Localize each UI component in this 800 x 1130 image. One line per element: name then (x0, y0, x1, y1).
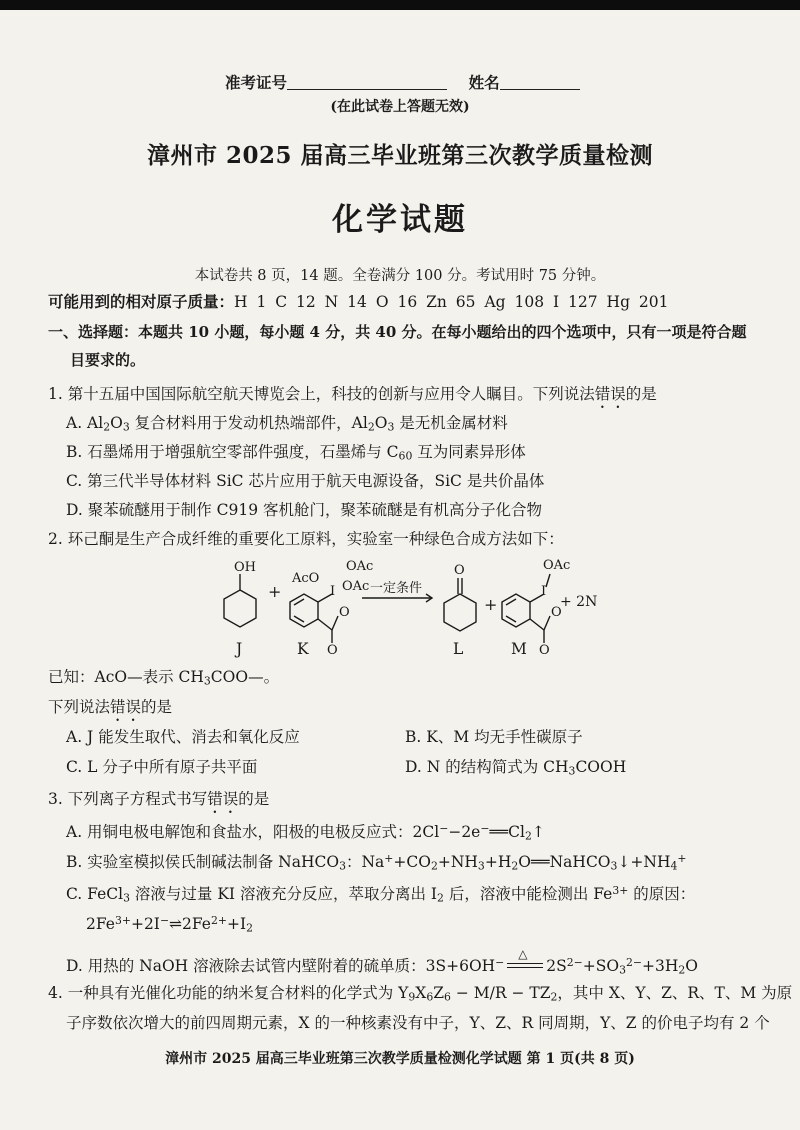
q3-c-eq: ⇌2Fe (169, 914, 211, 933)
q3-c-eq: +2I (130, 914, 160, 933)
q3-c-eq-sup: 2+ (210, 914, 227, 927)
invalid-notice: (在此试卷上答题无效) (330, 99, 470, 115)
q3-b-sup: + (677, 852, 687, 865)
q4-stem-line2: 子序数依次增大的前四周期元素，X 的一种核素没有中子，Y、Z、R 同周期，Y、Z 的价电子均有 2 个 (66, 1014, 770, 1032)
benzene-ring-k (290, 594, 318, 627)
q3-d-text: 2S (546, 956, 567, 975)
q3-a-sup: − (439, 822, 449, 835)
q3-c-sup: 3+ (612, 884, 629, 897)
q3-option-c[interactable]: C. FeCl$_3$ 溶液与过量 KI 溶液充分反应，萃取分离出 $I_2$ 后，溶液中能检测出 $Fe^{3+}$ 的原因： (66, 884, 696, 905)
q3-d-text: +3H (641, 956, 679, 975)
aco-label: AcO (292, 571, 320, 586)
q4-text: 4. 一种具有光催化功能的纳米复合材料的化学式为 Y (48, 984, 409, 1002)
q3-c-text: 溶液与过量 KI 溶液充分反应，萃取分离出 I (129, 884, 438, 903)
reaction-condition: 一定条件 (370, 581, 423, 596)
oxygen-label: O (327, 643, 338, 658)
q1-option-d[interactable]: D. 聚苯硫醚用于制作 C919 客机舱门，聚苯硫醚是有机高分子化合物 (66, 501, 543, 519)
q3-b-text: +H (484, 852, 512, 871)
heat-arrow (504, 946, 546, 977)
q3-c-eq-sup: − (159, 914, 170, 927)
q3-d-sup: 2− (566, 956, 583, 969)
ketone-oxygen: O (454, 563, 465, 578)
q4-sub: 6 (426, 990, 434, 1004)
q4-text: ，其中 X、Y、Z、R、T、M 为原 (557, 984, 793, 1002)
q1-b-sub: 60 (398, 449, 413, 463)
q3-a-text: ↑ (531, 822, 545, 841)
q3-c-eq: +I (226, 914, 247, 933)
exam-title: 漳州市 2025 届高三毕业班第三次教学质量检测 (146, 142, 654, 169)
q3-a-text: ══Cl (489, 822, 525, 841)
q1-a-text: O (374, 414, 388, 432)
q1-option-a[interactable]: A. $Al_2O_3$ 复合材料用于发动机热端部件，$Al_2O_3$ 是无机金属材料 (66, 414, 508, 434)
section-heading-line2: 目要求的。 (70, 351, 146, 369)
q2-option-b[interactable]: B. K、M 均无手性碳原子 (405, 728, 583, 746)
admission-label: 准考证号 (225, 73, 288, 92)
q1-stem-end: 的是 (625, 385, 657, 403)
oac-label: OAc (342, 579, 370, 594)
q3-d-sup: 2− (625, 956, 642, 969)
q1-a-text: A. Al (66, 414, 104, 432)
byproduct-label: + 2N (560, 594, 598, 610)
q4-sub: 2 (550, 990, 558, 1004)
q3-c-text: 的原因： (628, 884, 696, 903)
iodine-label: I (541, 584, 547, 599)
q2-ask-text: 下列说法 (48, 698, 111, 716)
q3-a-text: A. 用铜电极电解饱和食盐水，阳极的电极反应式：2Cl (66, 822, 440, 841)
page-footer: 漳州市 2025 届高三毕业班第三次教学质量检测化学试题 第 1 页(共 8 页) (165, 1051, 635, 1067)
benzene-ring-m (502, 594, 530, 627)
q3-c-text: C. FeCl (66, 884, 124, 903)
q1-a-text: 是无机金属材料 (394, 414, 508, 432)
q3-c-text: 后，溶液中能检测出 Fe (443, 884, 613, 903)
q4-text: X (415, 984, 427, 1002)
q2-known-text: COO—。 (210, 668, 280, 686)
q3-option-c-equation: $2Fe^{3+}+2I^-\rightleftharpoons 2Fe^{2+}+I_2$ (86, 914, 253, 935)
q1-stem-text: 1. 第十五届中国国际航空航天博览会上，科技的创新与应用令人瞩目。下列说法 (48, 385, 595, 403)
q3-stem-end: 的是 (238, 790, 270, 808)
oac-label: OAc (346, 559, 374, 574)
atomic-mass-line (48, 291, 669, 313)
q2-known: 已知：AcO—表示 $CH_3COO—$。 (48, 668, 280, 688)
q3-a-sup: − (480, 822, 490, 835)
iodine-label: I (330, 584, 336, 599)
q2-ask-end: 的是 (141, 698, 173, 716)
subject-title: 化学试题 (332, 202, 468, 238)
q3-d-text: O (685, 956, 698, 975)
q1-stem (48, 383, 657, 412)
q3-d-sup: − (495, 956, 505, 969)
hydroxyl-label: OH (234, 560, 256, 575)
q3-stem (48, 788, 269, 817)
q3-b-text: ↓+NH (617, 852, 671, 871)
q1-option-c[interactable]: C. 第三代半导体材料 SiC 芯片应用于航天电源设备，SiC 是共价晶体 (66, 472, 545, 490)
q3-option-a[interactable]: A. 用铜电极电解饱和食盐水，阳极的电极反应式：$2Cl^--2e^-══Cl_2↑$ (66, 822, 545, 843)
cyclohexane-ring-j (224, 590, 256, 627)
q3-b-text: +CO (393, 852, 431, 871)
q2-ask (48, 696, 172, 725)
q1-b-text: B. 石墨烯用于增强航空零部件强度，石墨烯与 C (66, 443, 399, 461)
q3-d-text: D. 用热的 NaOH 溶液除去试管内壁附着的硫单质：3S+6OH (66, 956, 496, 975)
reaction-scheme (200, 550, 620, 660)
q3-a-text: −2e (448, 822, 481, 841)
q3-option-d[interactable]: D. 用热的 NaOH 溶液除去试管内壁附着的硫单质：3S+6OH− △ $2S^{2-}+SO_3^{2-}+3H_2O$ (66, 952, 698, 982)
compound-label-j: J (236, 640, 243, 658)
q4-text: Z (433, 984, 445, 1002)
q3-c-eq-sup: 3+ (114, 914, 131, 927)
q3-b-text: O══NaHCO (518, 852, 611, 871)
atomic-mass-values: H 1 C 12 N 14 O 16 Zn 65 Ag 108 I 127 Hg 201 (234, 293, 669, 311)
q2-option-d[interactable]: D. N 的结构简式为 $CH_3COOH$ (405, 758, 627, 778)
oac-label: OAc (543, 558, 571, 573)
q3-b-sup: + (384, 852, 394, 865)
q1-a-text: 复合材料用于发动机热端部件，Al (129, 414, 368, 432)
top-border (0, 0, 800, 10)
q4-sub: 6 (444, 990, 451, 1004)
q2-known-text: 已知：AcO—表示 CH (48, 668, 204, 686)
q3-c-eq: 2Fe (86, 914, 115, 933)
q4-text: − M/R − TZ (450, 984, 551, 1002)
q3-stem-text: 3. 下列离子方程式书写 (48, 790, 208, 808)
q3-b-text: ：Na (345, 852, 385, 871)
q2-emphasis: 错误 (110, 698, 142, 716)
oxygen-label: O (539, 643, 550, 658)
q3-b-text: +NH (437, 852, 478, 871)
atomic-mass-label: 可能用到的相对原子质量： (48, 292, 235, 311)
q3-option-b[interactable]: B. 实验室模拟侯氏制碱法制备 NaHCO$_3$：$Na^++CO_2+NH_3+H_2O══NaHCO_3↓+NH_4^+$ (66, 852, 687, 873)
name-field[interactable] (500, 73, 580, 90)
admission-number-field[interactable] (287, 73, 447, 90)
q3-d-text: +SO (582, 956, 620, 975)
candidate-info-line (225, 72, 580, 94)
cyclohexane-ring-l (444, 594, 476, 631)
plus-sign: + (268, 582, 282, 601)
compound-label-k: K (297, 640, 309, 658)
name-label: 姓名 (468, 73, 500, 92)
q3-emphasis: 错误 (207, 790, 239, 808)
q2-stem: 2. 环己酮是生产合成纤维的重要化工原料，实验室一种绿色合成方法如下： (48, 530, 564, 548)
q2-option-a[interactable]: A. J 能发生取代、消去和氧化反应 (66, 728, 300, 746)
q1-emphasis: 错误 (594, 385, 626, 403)
q3-b-text: B. 实验室模拟侯氏制碱法制备 NaHCO (66, 852, 340, 871)
compound-label-m: M (511, 640, 527, 658)
exam-intro: 本试卷共 8 页，14 题。全卷满分 100 分。考试用时 75 分钟。 (194, 268, 606, 284)
heat-symbol: △ (518, 946, 528, 961)
q2-option-c[interactable]: C. L 分子中所有原子共平面 (66, 758, 258, 776)
q1-option-b[interactable] (66, 441, 526, 468)
q1-a-text: O (110, 414, 123, 432)
q2-d-text: D. N 的结构简式为 CH (405, 758, 569, 776)
compound-label-l: L (453, 640, 464, 658)
q4-sub: 9 (408, 990, 416, 1004)
q4-stem-line1 (48, 982, 792, 1009)
plus-sign: + (484, 595, 498, 614)
q1-b-text: 互为同素异形体 (412, 443, 526, 461)
oxygen-label: O (551, 605, 562, 620)
exam-page (0, 10, 800, 1130)
section-heading-line1: 一、选择题：本题共 10 小题，每小题 4 分，共 40 分。在每小题给出的四个选项中，只有一项是符合题 (48, 323, 747, 341)
q2-d-text: COOH (575, 758, 627, 776)
oxygen-label: O (339, 605, 350, 620)
